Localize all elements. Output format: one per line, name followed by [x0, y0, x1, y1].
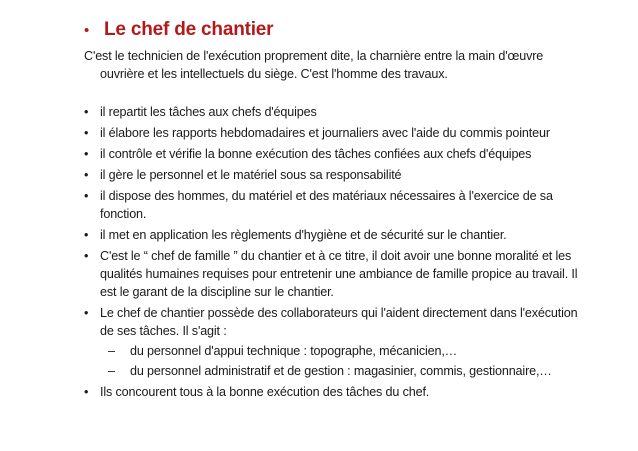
list-item-text: il dispose des hommes, du matériel et des matériaux nécessaires à l'exercice de sa fonction.	[100, 189, 553, 221]
list-item-text: C'est le “ chef de famille ” du chantier et à ce titre, il doit avoir une bonne moralité et les qualités humaines requises pour entretenir une ambiance de famille propice au travail. Il est le garant de la discipline sur le chantier.	[100, 249, 578, 299]
list-item	[84, 166, 584, 184]
list-item-text: il gère le personnel et le matériel sous sa responsabilité	[100, 168, 402, 182]
heading-title: Le chef de chantier	[104, 19, 274, 40]
intro-line-2: ouvrière et les intellectuels du siège. C'est l'homme des travaux.	[100, 67, 448, 81]
bullet-dot: •	[84, 126, 89, 140]
list-item-text: il contrôle et vérifie la bonne exécution des tâches confiées aux chefs d'équipes	[100, 147, 532, 161]
bullet-dot: •	[84, 189, 89, 203]
list-item	[84, 124, 584, 142]
bullet-dot: •	[84, 147, 89, 161]
list-item	[84, 304, 584, 380]
intro-line-1: C'est le technicien de l'exécution proprement dite, la charnière entre la main d'œuvre	[84, 49, 544, 63]
heading	[84, 19, 273, 41]
sub-list	[100, 342, 584, 380]
dash-marker: –	[108, 344, 115, 358]
list-item	[84, 226, 584, 244]
list-item-text: Le chef de chantier possède des collaborateurs qui l'aident directement dans l'exécution de ses tâches. Il s'agit :	[100, 306, 578, 338]
list-item-text: il met en application les règlements d'hygiène et de sécurité sur le chantier.	[100, 228, 507, 242]
bullet-list	[84, 103, 584, 404]
list-item-text: Ils concourent tous à la bonne exécution des tâches du chef.	[100, 385, 430, 399]
sub-list-item	[100, 342, 584, 360]
sub-list-item-text: du personnel administratif et de gestion : magasinier, commis, gestionnaire,…	[130, 364, 552, 378]
list-item-text: il élabore les rapports hebdomadaires et journaliers avec l'aide du commis pointeur	[100, 126, 550, 140]
list-item	[84, 145, 584, 163]
bullet-dot: •	[84, 249, 89, 263]
list-item	[84, 247, 584, 301]
bullet-dot: •	[84, 385, 89, 399]
dash-marker: –	[108, 364, 115, 378]
sub-list-item-text: du personnel d'appui technique : topographe, mécanicien,…	[130, 344, 458, 358]
bullet-dot: •	[84, 306, 89, 320]
list-item	[84, 103, 584, 121]
list-item-text: il repartit les tâches aux chefs d'équipes	[100, 105, 317, 119]
list-item	[84, 187, 584, 223]
intro-paragraph	[84, 47, 584, 83]
heading-bullet: •	[84, 22, 90, 39]
bullet-dot: •	[84, 228, 89, 242]
bullet-dot: •	[84, 105, 89, 119]
bullet-dot: •	[84, 168, 89, 182]
sub-list-item	[100, 362, 584, 380]
list-item	[84, 383, 584, 401]
